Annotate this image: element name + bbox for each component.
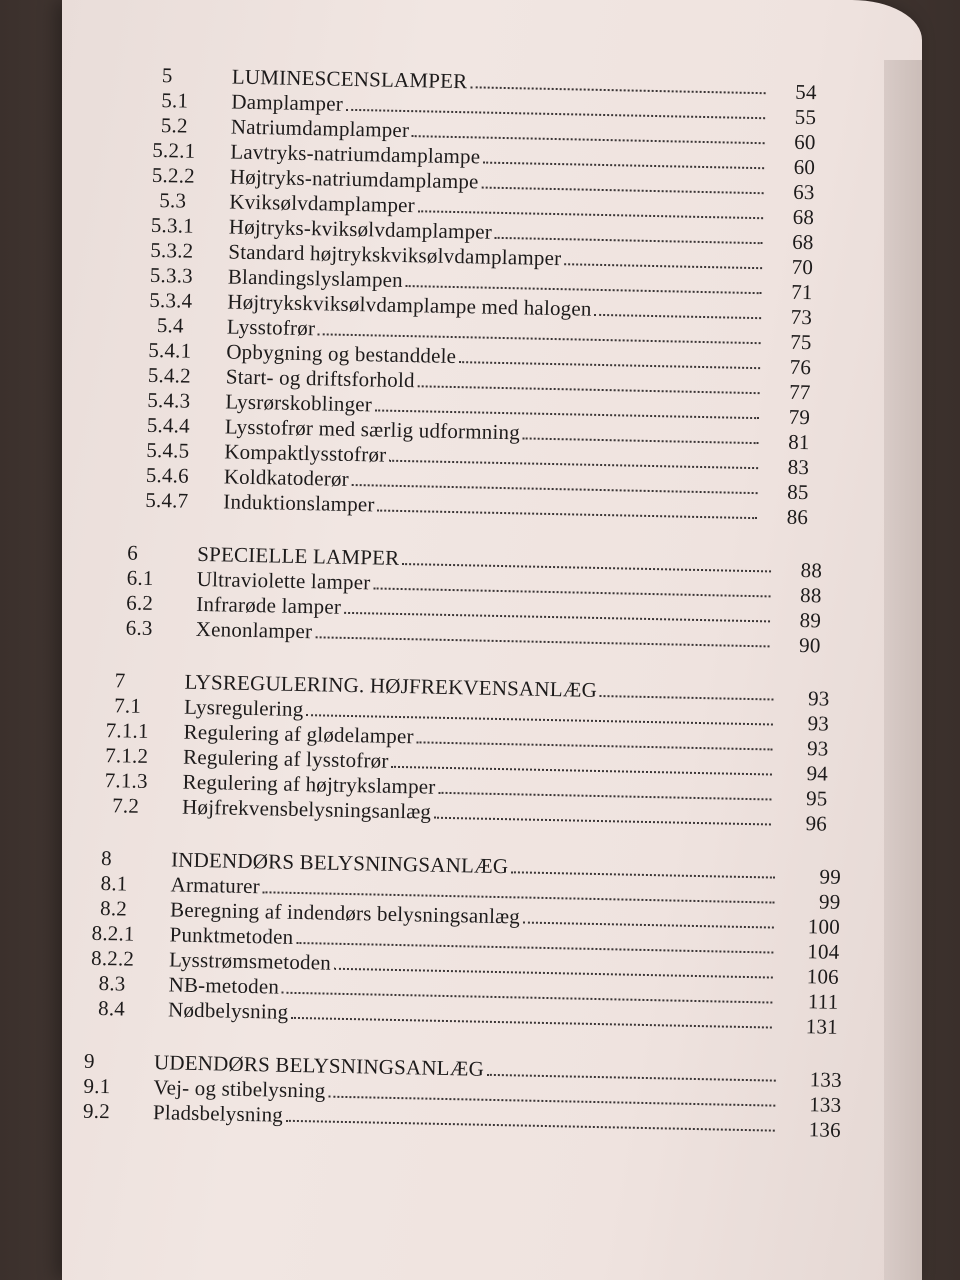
entry-title: SPECIELLE LAMPER <box>197 541 400 570</box>
entry-number: 5.4.1 <box>148 337 192 363</box>
entry-number: 7.1.3 <box>104 768 148 793</box>
entry-title: Kviksølvdamplamper <box>229 189 416 218</box>
entry-title: INDENDØRS BELYSNINGSANLÆG <box>170 847 509 879</box>
dot-leader <box>377 510 757 520</box>
toc-chapter-group <box>0 844 956 1038</box>
table-of-contents <box>0 60 960 1141</box>
entry-number: 5.2.1 <box>152 137 196 163</box>
entry-page-number: 71 <box>791 279 813 305</box>
entry-title: Infrarøde lamper <box>196 591 342 619</box>
dot-leader <box>418 385 760 394</box>
entry-page-number: 73 <box>790 304 813 330</box>
entry-number: 8.4 <box>97 996 126 1021</box>
entry-number: 7 <box>114 668 126 693</box>
entry-number: 5.3.4 <box>149 287 193 313</box>
entry-title: Blandingslyslampen <box>227 264 404 292</box>
entry-number: 9.1 <box>83 1073 111 1099</box>
dot-leader <box>487 1074 776 1082</box>
entry-number: 6.1 <box>126 565 154 591</box>
entry-title: Lysstrømsmetoden <box>168 947 332 975</box>
entry-number: 5.4 <box>156 313 184 338</box>
dot-leader <box>438 792 771 801</box>
entry-page-number: 79 <box>788 404 811 430</box>
entry-page-number: 63 <box>793 179 815 205</box>
entry-page-number: 93 <box>807 711 830 736</box>
entry-page-number: 75 <box>789 329 812 355</box>
entry-title: UDENDØRS BELYSNINGSANLÆG <box>153 1050 485 1081</box>
entry-page-number: 89 <box>799 608 822 633</box>
entry-page-number: 70 <box>791 254 814 280</box>
dot-leader <box>481 187 763 195</box>
entry-title: LUMINESCENSLAMPER <box>231 64 468 94</box>
entry-page-number: 100 <box>807 914 841 939</box>
entry-title: Beregning af indendørs belysningsanlæg <box>169 897 521 929</box>
entry-page-number: 88 <box>799 583 822 608</box>
entry-number: 5.4.7 <box>145 487 189 513</box>
entry-number: 9.2 <box>82 1098 111 1124</box>
entry-number: 6.3 <box>125 615 153 641</box>
entry-title: Standard højtrykskviksølvdamplamper <box>228 239 562 271</box>
toc-chapter-group <box>1 538 960 657</box>
entry-title: Opbygning og bestanddele <box>226 339 457 369</box>
entry-page-number: 68 <box>792 229 814 255</box>
dot-leader <box>470 86 765 94</box>
entry-number: 5.3.3 <box>149 262 194 288</box>
entry-page-number: 77 <box>788 379 811 405</box>
entry-number: 5.2.2 <box>151 162 196 188</box>
dot-leader <box>418 210 763 219</box>
entry-number: 8.2 <box>99 896 128 921</box>
entry-page-number: 99 <box>819 864 842 889</box>
entry-page-number: 83 <box>787 454 810 480</box>
entry-page-number: 54 <box>795 79 817 105</box>
entry-title: Xenonlamper <box>195 616 313 644</box>
entry-title: Lavtryks-natriumdamplampe <box>230 139 481 169</box>
entry-number: 5.1 <box>161 88 189 113</box>
entry-title: NB-metoden <box>168 972 280 999</box>
entry-title: Damplamper <box>231 89 344 116</box>
entry-number: 5.3.1 <box>150 212 195 238</box>
entry-title: Induktionslamper <box>223 489 375 517</box>
entry-title: Højtryks-kviksølvdamplamper <box>228 214 493 244</box>
dot-leader <box>594 314 761 319</box>
entry-number: 8 <box>100 846 113 871</box>
entry-page-number: 90 <box>798 633 821 658</box>
entry-page-number: 88 <box>800 558 823 583</box>
toc-chapter-group <box>3 60 960 529</box>
entry-page-number: 93 <box>807 686 830 711</box>
dot-leader <box>459 361 760 369</box>
entry-title: LYSREGULERING. HØJFREKVENSANLÆG <box>184 669 598 702</box>
entry-number: 7.1.2 <box>104 743 149 768</box>
dot-leader <box>417 741 773 750</box>
dot-leader <box>434 817 771 826</box>
entry-number: 5.3.2 <box>150 237 194 263</box>
entry-title: Pladsbelysning <box>152 1100 284 1127</box>
entry-number: 5.2 <box>160 113 188 138</box>
entry-page-number: 60 <box>793 154 816 180</box>
entry-page-number: 96 <box>805 811 828 836</box>
entry-page-number: 60 <box>794 129 816 155</box>
entry-number: 5.4.6 <box>145 462 190 488</box>
entry-page-number: 104 <box>807 939 840 964</box>
entry-page-number: 106 <box>806 964 840 989</box>
dot-leader <box>483 162 764 170</box>
entry-title: Nødbelysning <box>167 997 289 1024</box>
entry-number: 5 <box>161 63 173 88</box>
entry-page-number: 55 <box>794 104 817 130</box>
dot-leader <box>495 237 763 244</box>
entry-page-number: 133 <box>808 1092 842 1117</box>
entry-number: 7.2 <box>111 793 140 818</box>
entry-title: Regulering af lysstofrør <box>182 744 389 773</box>
entry-title: Start- og driftsforhold <box>225 364 415 393</box>
entry-number: 5.4.5 <box>146 437 190 463</box>
entry-title: Lysstofrør med særlig udformning <box>224 414 521 445</box>
dot-leader <box>511 871 775 878</box>
entry-page-number: 85 <box>786 479 809 505</box>
entry-title: Regulering af højtrykslamper <box>182 769 436 799</box>
entry-number: 8.2.1 <box>91 920 135 946</box>
entry-page-number: 133 <box>809 1067 843 1092</box>
entry-page-number: 94 <box>806 761 829 786</box>
entry-number: 6 <box>127 540 139 565</box>
entry-number: 5.4.4 <box>146 412 191 438</box>
dot-leader <box>402 563 771 572</box>
entry-page-number: 81 <box>787 429 810 455</box>
entry-title: Lysregulering <box>183 694 304 722</box>
entry-number: 5.3 <box>159 188 187 213</box>
entry-number: 9 <box>83 1048 96 1073</box>
entry-title: Armaturer <box>170 872 261 899</box>
entry-page-number: 95 <box>805 786 828 811</box>
entry-title: Højtrykskviksølvdamplampe med halogen <box>227 289 592 321</box>
entry-page-number: 136 <box>808 1117 842 1142</box>
entry-title: Højtryks-natriumdamplampe <box>229 164 479 194</box>
entry-title: Natriumdamplamper <box>230 114 410 143</box>
entry-title: Regulering af glødelamper <box>183 719 414 749</box>
dot-leader <box>564 263 762 269</box>
entry-page-number: 93 <box>806 736 829 761</box>
entry-number: 7.1 <box>113 693 142 718</box>
toc-chapter-group <box>0 666 960 835</box>
entry-page-number: 76 <box>789 354 812 380</box>
entry-number: 8.3 <box>98 971 126 996</box>
dot-leader <box>523 922 774 929</box>
entry-title: Punktmetoden <box>169 922 294 949</box>
entry-page-number: 131 <box>805 1014 839 1039</box>
dot-leader <box>406 285 762 294</box>
dot-leader <box>389 460 758 469</box>
entry-page-number: 99 <box>818 889 841 914</box>
entry-page-number: 111 <box>807 989 839 1014</box>
entry-number: 8.1 <box>100 871 128 896</box>
entry-title: Kompaktlysstofrør <box>224 439 387 467</box>
entry-title: Lysstofrør <box>226 314 316 341</box>
entry-number: 8.2.2 <box>90 945 135 971</box>
entry-number: 5.4.3 <box>147 387 191 413</box>
entry-title: Vej- og stibelysning <box>153 1075 326 1103</box>
dot-leader <box>412 135 765 144</box>
entry-title: Lysrørskoblinger <box>225 389 373 417</box>
entry-title: Koldkatoderør <box>223 464 350 491</box>
entry-title: Højfrekvensbelysningsanlæg <box>181 794 432 824</box>
dot-leader <box>523 437 759 444</box>
entry-title: Ultraviolette lamper <box>196 566 371 595</box>
entry-page-number: 68 <box>792 204 815 230</box>
entry-number: 7.1.1 <box>105 718 149 743</box>
entry-number: 5.4.2 <box>147 362 192 388</box>
entry-page-number: 86 <box>786 504 809 530</box>
entry-number: 6.2 <box>126 590 154 616</box>
dot-leader <box>600 695 774 700</box>
